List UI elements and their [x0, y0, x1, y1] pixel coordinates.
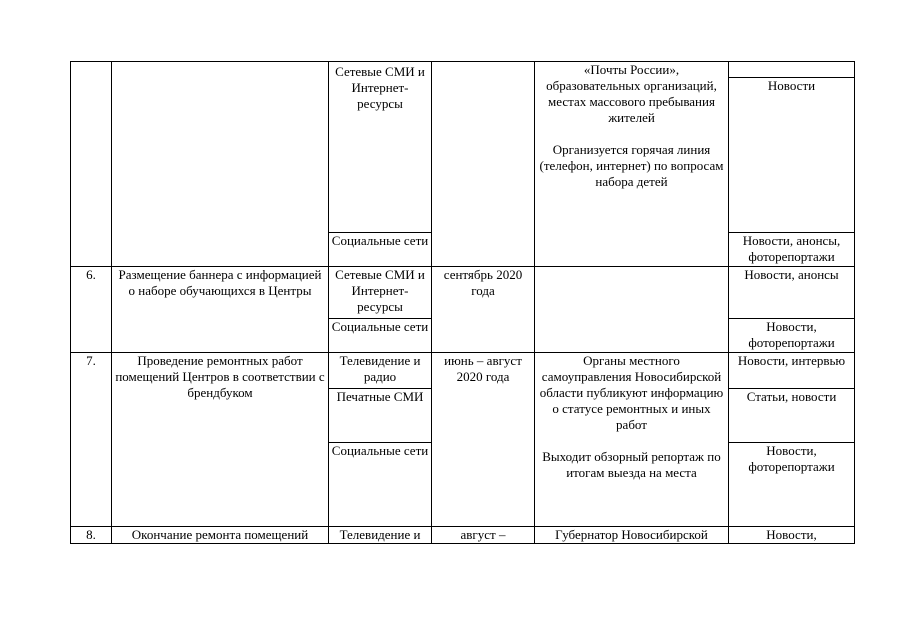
format-cell: Статьи, новости [729, 389, 855, 443]
channel-cell: Печатные СМИ [329, 389, 432, 443]
partners-cell: Органы местного самоуправления Новосибирской области публикуют информацию о статусе ремонтных и иных работ Выходит обзорный репортаж по итогам выезда на места [535, 353, 729, 527]
channel-cell: Телевидение и [329, 527, 432, 544]
format-cell: Новости, фоторепортажи [729, 443, 855, 527]
date-cell: июнь – август 2020 года [432, 353, 535, 527]
event-cell: Окончание ремонта помещений [112, 527, 329, 544]
channel-cell [329, 62, 432, 233]
format-cell: Новости, интервью [729, 353, 855, 389]
date-cell [432, 62, 535, 267]
format-cell: Новости [729, 78, 855, 233]
table-row [71, 62, 855, 78]
event-cell [112, 62, 329, 267]
date-cell: сентябрь 2020 года [432, 267, 535, 353]
table-row [71, 267, 855, 319]
table-row [71, 353, 855, 389]
format-cell: Новости, [729, 527, 855, 544]
format-cell: Новости, анонсы [729, 267, 855, 319]
row-number-cell: 7. [71, 353, 112, 527]
channel-cell: Социальные сети [329, 233, 432, 267]
row-number-cell [71, 62, 112, 267]
partners-cell: Губернатор Новосибирской [535, 527, 729, 544]
partners-cell [535, 267, 729, 353]
channel-cell: Сетевые СМИ и Интернет-ресурсы [329, 267, 432, 319]
channel-cell: Телевидение и радио [329, 353, 432, 389]
event-cell: Размещение баннера с информацией о наборе обучающихся в Центры [112, 267, 329, 353]
format-cell: Новости, анонсы, фоторепортажи [729, 233, 855, 267]
date-cell: август – [432, 527, 535, 544]
partners-cell: «Почты России», образовательных организаций, местах массового пребывания жителей Организуется горячая линия (телефон, интернет) по вопросам набора детей [535, 62, 729, 267]
channel-cell: Социальные сети [329, 319, 432, 353]
format-cell [729, 62, 855, 78]
channel-text: Сетевые СМИ и Интернет-ресурсы [335, 64, 425, 111]
media-plan-table [70, 61, 855, 544]
format-cell: Новости, фоторепортажи [729, 319, 855, 353]
row-number-cell: 8. [71, 527, 112, 544]
row-number-cell: 6. [71, 267, 112, 353]
channel-cell: Социальные сети [329, 443, 432, 527]
event-cell: Проведение ремонтных работ помещений Центров в соответствии с брендбуком [112, 353, 329, 527]
table-row [71, 527, 855, 544]
